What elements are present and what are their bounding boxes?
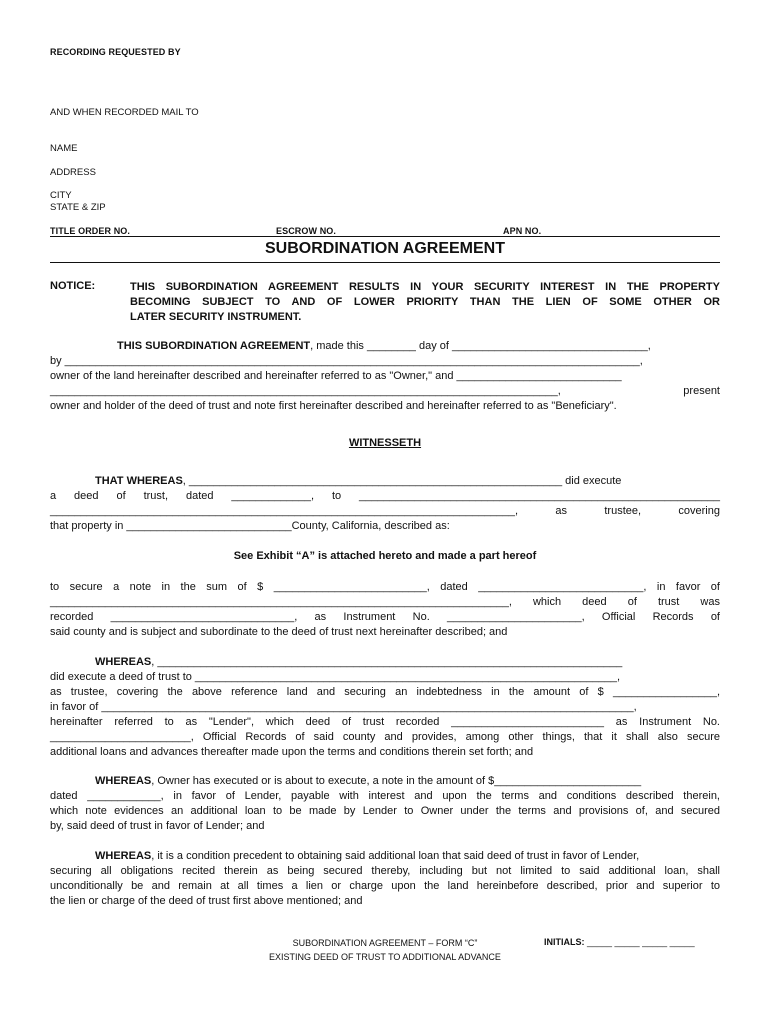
para3-line-3: recorded ______________________________, as Instrument No. ______________________, Official Records of [50, 611, 720, 623]
header-rule [50, 236, 720, 237]
notice-line-1: THIS SUBORDINATION AGREEMENT RESULTS IN YOUR SECURITY INTEREST IN THE PROPERTY [130, 281, 720, 293]
para1-line-1 [117, 339, 720, 354]
initials-label: INITIALS: [544, 937, 585, 947]
para2-line-3: ____________________________________________________________________________, as trustee, covering [50, 505, 720, 517]
para2-line-1 [95, 474, 720, 489]
apn-no-label: APN NO. [503, 226, 542, 236]
para6-line1-rest: , it is a condition precedent to obtaining said additional loan that said deed of trust in favor of Lender, [151, 850, 640, 862]
para4-line1-rest: , ____________________________________________________________________________ [151, 656, 623, 668]
name-label: NAME [50, 143, 78, 154]
exhibit-note: See Exhibit “A” is attached hereto and made a part hereof [233, 550, 537, 562]
para5-line1-rest: , Owner has executed or is about to execute, a note in the amount of $________________________ [151, 775, 642, 787]
para1-line-2: by ______________________________________________________________________________________________, [50, 355, 643, 367]
para5-line-1 [95, 774, 720, 789]
escrow-no-label: ESCROW NO. [276, 226, 337, 236]
footer-form-line-2: EXISTING DEED OF TRUST TO ADDITIONAL ADVANCE [269, 952, 501, 962]
state-zip-label: STATE & ZIP [50, 202, 106, 213]
witnesseth-heading: WITNESSETH [348, 437, 422, 449]
para2-line-2: a deed of trust, dated _____________, to ___________________________________________________________ [50, 490, 720, 502]
para5-line-2: dated ____________, in favor of Lender, payable with interest and upon the terms and conditions described therein, [50, 790, 720, 802]
para1-line-5: owner and holder of the deed of trust and note first hereinafter described and hereinafter referred to as "Beneficiary". [50, 400, 617, 412]
recording-requested-by: RECORDING REQUESTED BY [50, 47, 181, 57]
notice-line-2: BECOMING SUBJECT TO AND OF LOWER PRIORITY THAN THE LIEN OF SOME OTHER OR [130, 296, 720, 308]
para4-line-7: additional loans and advances thereafter made upon the terms and conditions therein set forth; and [50, 746, 534, 758]
para4-line-3: as trustee, covering the above reference land and securing an indebtedness in the amount of $ _________________, [50, 686, 720, 698]
document-title: SUBORDINATION AGREEMENT [265, 240, 505, 257]
city-label: CITY [50, 190, 72, 201]
para2-bold: THAT WHEREAS [95, 475, 183, 487]
para1-line-3: owner of the land hereinafter described and hereinafter referred to as "Owner," and ___________________________ [50, 370, 622, 382]
para3-line-2: ___________________________________________________________________________, which deed of trust was [50, 596, 720, 608]
address-label: ADDRESS [50, 167, 96, 178]
para1-bold: THIS SUBORDINATION AGREEMENT [117, 340, 311, 352]
para3-line-1: to secure a note in the sum of $ _________________________, dated ___________________________, in favor of [50, 581, 720, 593]
para6-line-2: securing all obligations recited therein as being secured thereby, including but not limited to said additional loan, shall [50, 865, 720, 877]
para4-line-1 [95, 655, 720, 670]
mail-to-label: AND WHEN RECORDED MAIL TO [50, 107, 199, 118]
para3-line-4: said county and is subject and subordinate to the deed of trust next hereinafter described; and [50, 626, 508, 638]
para6-line-3: unconditionally be and remain at all times a lien or charge upon the land hereinbefore described, prior and superior to [50, 880, 720, 892]
para4-line-2: did execute a deed of trust to _____________________________________________________________________, [50, 671, 621, 683]
para6-line-4: the lien or charge of the deed of trust first above mentioned; and [50, 895, 363, 907]
para2-line1-rest: , _____________________________________________________________ did execute [182, 475, 622, 487]
title-order-no-label: TITLE ORDER NO. [50, 226, 130, 236]
para2-line-4: that property in ___________________________County, California, described as: [50, 520, 450, 532]
para6-bold: WHEREAS [95, 850, 152, 862]
initials-block [544, 937, 695, 947]
para4-bold: WHEREAS [95, 656, 152, 668]
initials-blanks: _____ _____ _____ _____ [587, 937, 695, 947]
para1-line-4: ___________________________________________________________________________________, present [50, 385, 720, 397]
para4-line-6: _______________________, Official Records of said county and provides, among other things, that it shall also secure [50, 731, 720, 743]
notice-line-3: LATER SECURITY INSTRUMENT. [130, 311, 302, 323]
para4-line-4: in favor of _______________________________________________________________________________________, [50, 701, 637, 713]
notice-label: NOTICE: [50, 280, 96, 292]
para1-line1-rest: , made this ________ day of ________________________________, [310, 340, 651, 352]
para6-line-1 [95, 849, 720, 864]
para5-line-3: which note evidences an additional loan to be made by Lender to Owner under the terms and provisions of, and secured [50, 805, 720, 817]
para5-bold: WHEREAS [95, 775, 152, 787]
para5-line-4: by, said deed of trust in favor of Lender; and [50, 820, 265, 832]
footer-form-line-1: SUBORDINATION AGREEMENT – FORM “C” [292, 938, 478, 948]
title-rule [50, 262, 720, 263]
para4-line-5: hereinafter referred to as "Lender", which deed of trust recorded _________________________ as Instrument No. [50, 716, 720, 728]
